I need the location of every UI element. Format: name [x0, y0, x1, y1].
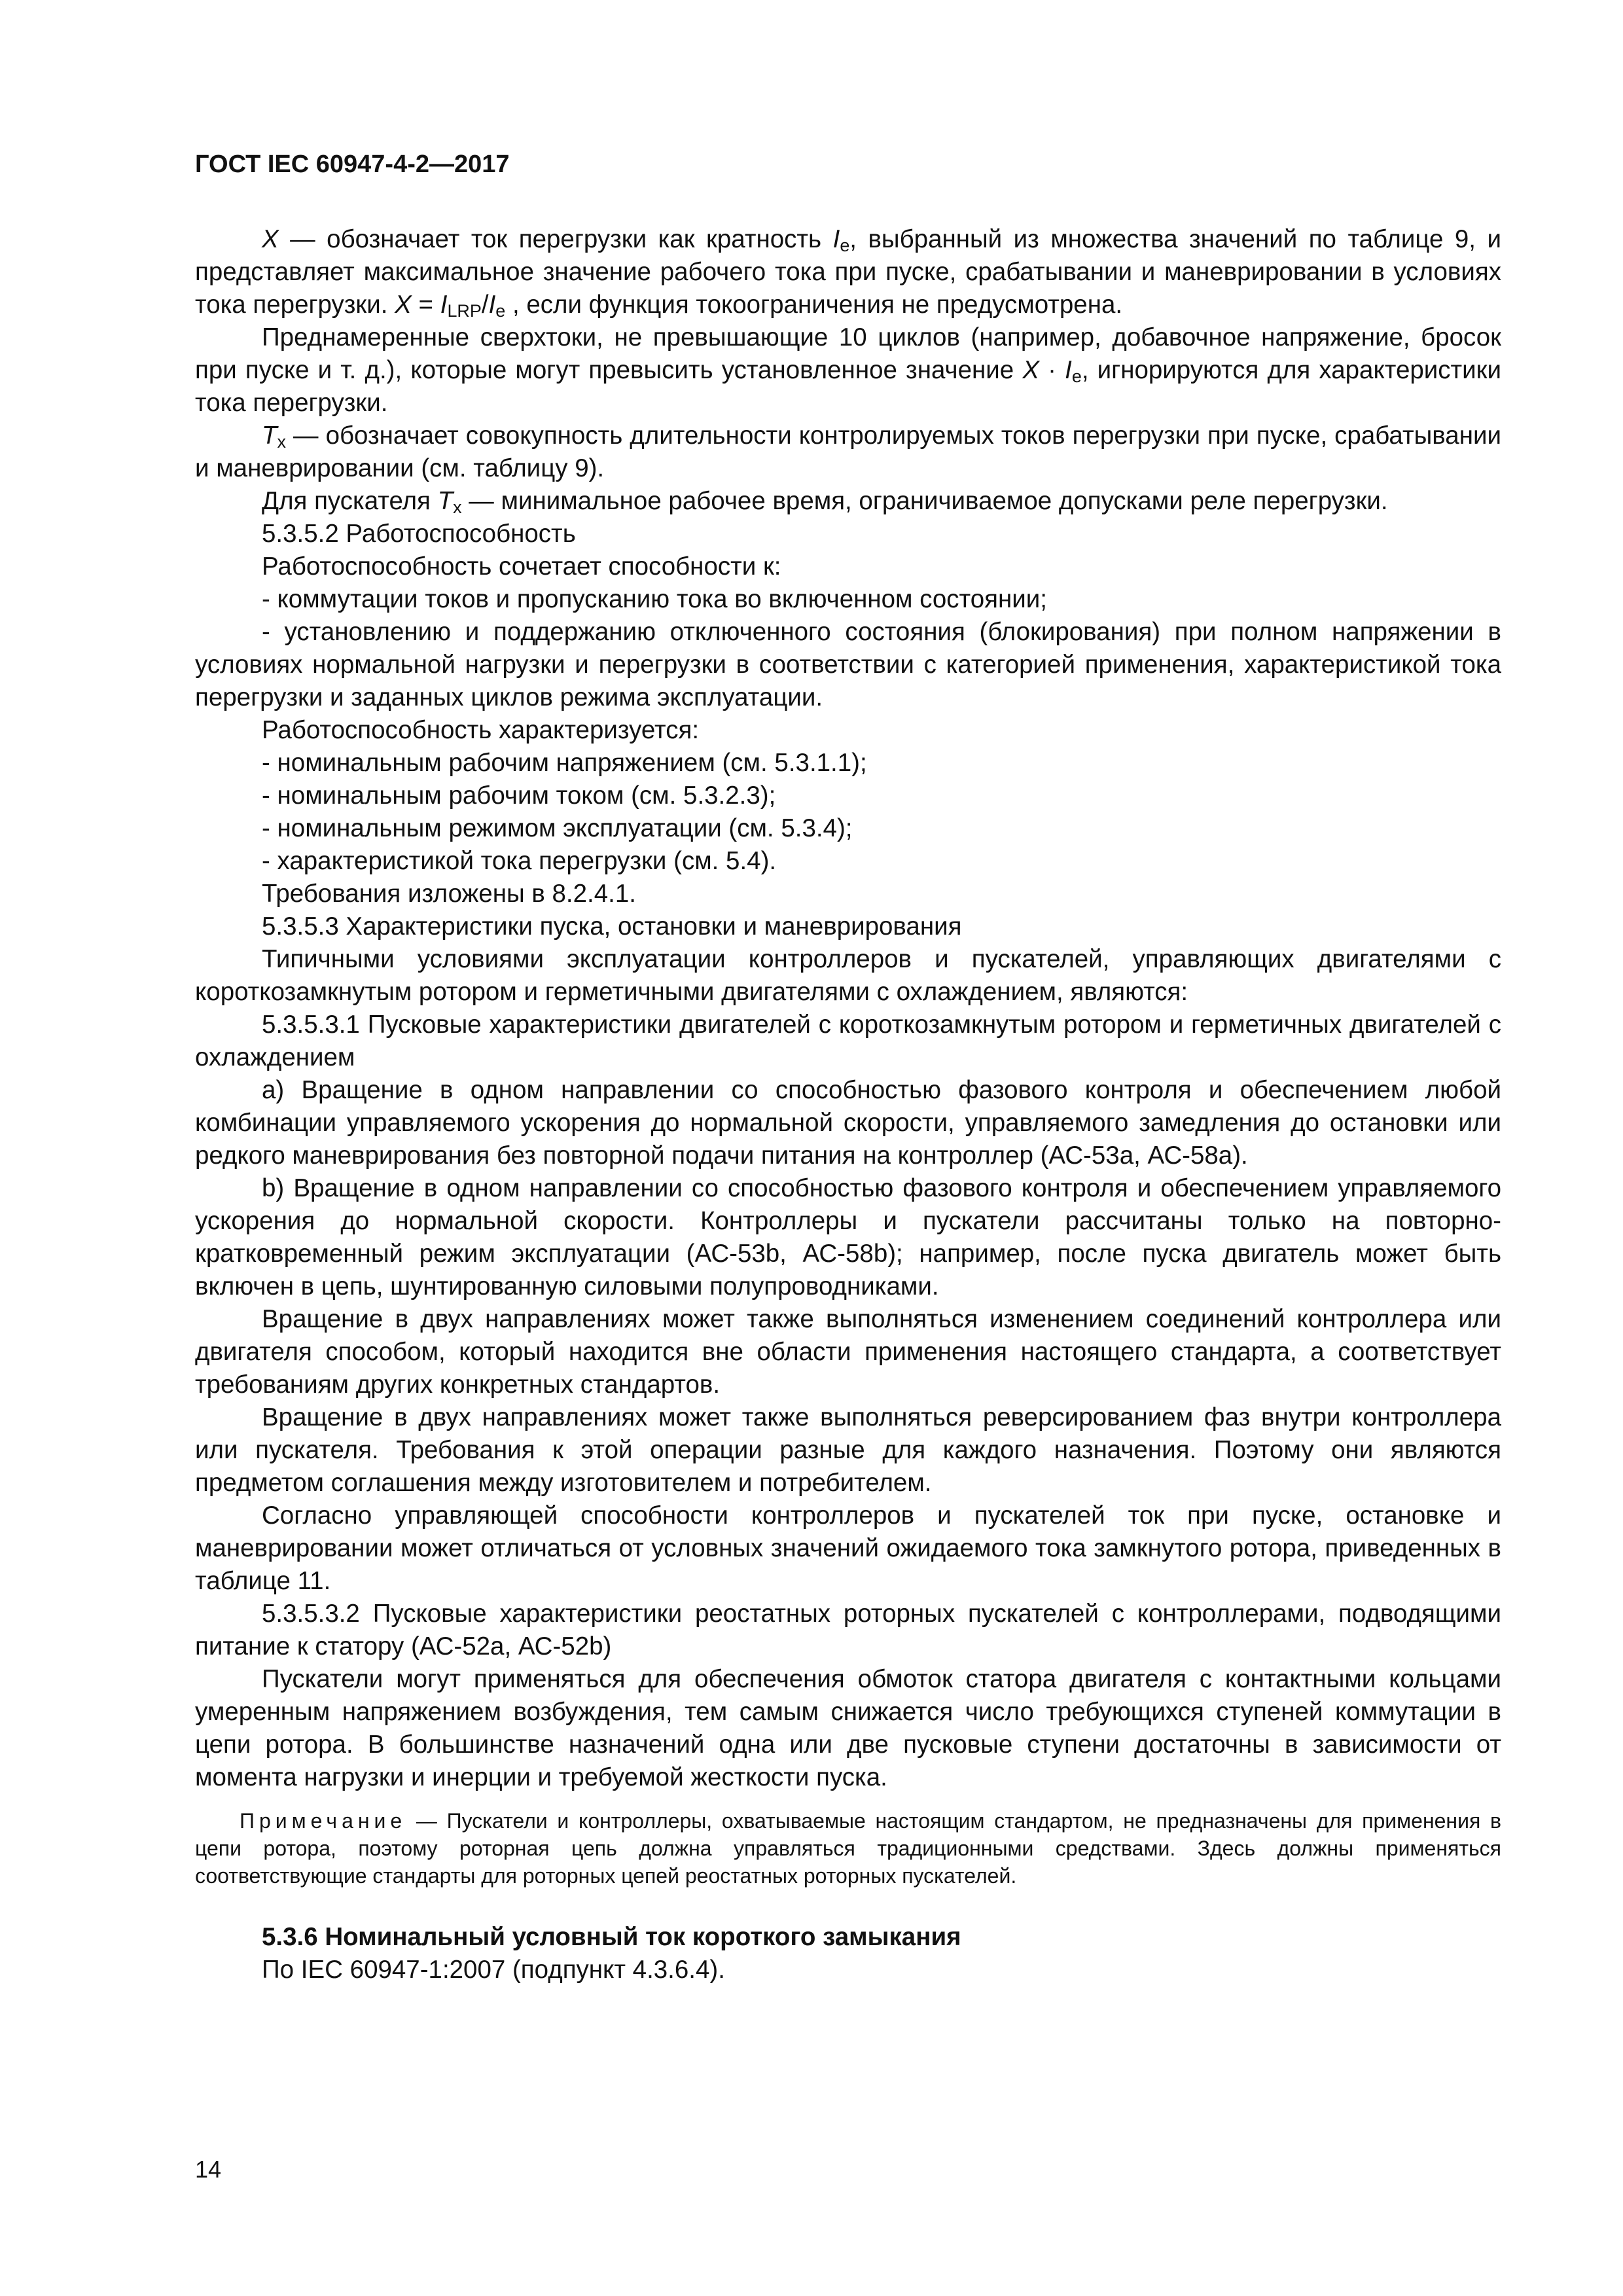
list-item: - номинальным рабочим напряжением (см. 5.3.1.1);	[262, 749, 867, 777]
text-span: =	[411, 291, 440, 319]
text-span: , если функция токоограничения не предусмотрена.	[505, 291, 1123, 319]
text-span: Для пускателя	[262, 487, 438, 515]
text-span: — минимальное рабочее время, ограничиваемое допусками реле перегрузки.	[461, 487, 1388, 515]
list-item: - характеристикой тока перегрузки (см. 5.4).	[262, 847, 777, 875]
list-item: - номинальным режимом эксплуатации (см. 5.3.4);	[262, 814, 853, 842]
subscript-e: e	[840, 235, 850, 255]
document-body	[195, 223, 1501, 1986]
text-span: Преднамеренные сверхтоки, не превышающие 10 циклов (например, добавочное напряжение, бросок при пуске и т. д.), которые могут превысить установленное значение	[195, 323, 1501, 384]
list-item: - коммутации токов и пропусканию тока во включенном состоянии;	[262, 585, 1047, 613]
section-title: 5.3.6 Номинальный условный ток короткого замыкания	[262, 1923, 961, 1951]
symbol-i: I	[832, 225, 840, 253]
list-item: - установлению и поддержанию отключенного состояния (блокирования) при полном напряжении в условиях нормальной нагрузки и перегрузки в соответствии с категорией применения, характеристикой тока перегрузки и заданных циклов режима эксплуатации.	[195, 618, 1501, 711]
paragraph-starter-tx	[195, 485, 1501, 518]
text-span: ·	[1039, 356, 1065, 384]
paragraph: Вращение в двух направлениях может также выполняться изменением соединений контроллера или двигателя способом, который находится вне области применения настоящего стандарта, а соответствует требованиям других конкретных стандартов.	[195, 1305, 1501, 1399]
paragraph: Пускатели могут применяться для обеспечения обмоток статора двигателя с контактными кольцами умеренным напряжением возбуждения, тем самым снижается число требующихся ступеней коммутации в цепи ротора. В большинстве назначений одна или две пусковые ступени достаточны в зависимости от момента нагрузки и инерции и требуемой жесткости пуска.	[195, 1665, 1501, 1791]
text-span: , выбранный из множества значений по таблице 9, и представляет максимальное значение рабочего тока при пуске, срабатывании и маневрировании в условиях тока перегрузки.	[195, 225, 1501, 319]
document-header: ГОСТ IEC 60947-4-2—2017	[195, 151, 510, 178]
note	[195, 1807, 1501, 1890]
paragraph-x-definition	[195, 223, 1501, 321]
subsection-heading: 5.3.5.3 Характеристики пуска, остановки и маневрирования	[262, 912, 962, 941]
symbol-i: I	[488, 291, 496, 319]
paragraph: Согласно управляющей способности контроллеров и пускателей ток при пуске, остановке и маневрировании может отличаться от условных значений ожидаемого тока замкнутого ротора, приведенных в таблице 11.	[195, 1501, 1501, 1595]
paragraph: Вращение в двух направлениях может также выполняться реверсированием фаз внутри контроллера или пускателя. Требования к этой операции разные для каждого назначения. Поэтому они являются предметом соглашения между изготовителем и потребителем.	[195, 1403, 1501, 1497]
symbol-t: T	[437, 487, 454, 515]
symbol-i: I	[440, 291, 448, 319]
subscript-lrp: LRP	[447, 300, 482, 321]
symbol-x: X	[395, 291, 412, 319]
symbol-x: X	[262, 225, 279, 253]
paragraph: a) Вращение в одном направлении со способностью фазового контроля и обеспечением любой комбинации управляемого ускорения до нормальной скорости, управляемого замедления до остановки или редкого маневрирования без повторной подачи питания на контроллер (АС-53а, АС-58а).	[195, 1076, 1501, 1170]
subsection-heading: 5.3.5.3.2 Пусковые характеристики реостатных роторных пускателей с контроллерами, подводящими питание к статору (АС-52а, АС-52b)	[195, 1600, 1501, 1660]
paragraph: Типичными условиями эксплуатации контроллеров и пускателей, управляющих двигателями с короткозамкнутым ротором и герметичными двигателями с охлаждением, являются:	[195, 945, 1501, 1006]
text-span: , игнорируются для характеристики тока перегрузки.	[195, 356, 1502, 417]
text-span: /	[481, 291, 489, 319]
text-span: — обозначает совокупность длительности контролируемых токов перегрузки при пуске, срабатывании и маневрировании (см. таблицу 9).	[195, 422, 1501, 482]
subsection-heading: 5.3.5.2 Работоспособность	[262, 520, 576, 548]
page-number: 14	[195, 2156, 222, 2183]
paragraph: b) Вращение в одном направлении со способностью фазового контроля и обеспечением управляемого ускорения до нормальной скорости. Контроллеры и пускатели рассчитаны только на повторно-кратковременный режим эксплуатации (АС-53b, АС-58b); например, после пуска двигатель может быть включен в цепь, шунтированную силовыми полупроводниками.	[195, 1174, 1501, 1300]
note-label: Примечание	[240, 1809, 407, 1833]
paragraph: Работоспособность сочетает способности к:	[262, 552, 781, 581]
subsection-heading: 5.3.5.3.1 Пусковые характеристики двигателей с короткозамкнутым ротором и герметичных двигателей с охлаждением	[195, 1011, 1501, 1071]
symbol-i: I	[1065, 356, 1072, 384]
paragraph-overcurrents	[195, 321, 1501, 420]
note-text: — Пускатели и контроллеры, охватываемые настоящим стандартом, не предназначены для применения в цепи ротора, поэтому роторная цепь должна управляться традиционными средствами. Здесь должны применяться соответствующие стандарты для роторных цепей реостатных роторных пускателей.	[195, 1809, 1501, 1888]
subscript-x: x	[277, 431, 286, 452]
subscript-x: x	[453, 497, 462, 517]
list-item: - номинальным рабочим током (см. 5.3.2.3);	[262, 781, 776, 810]
paragraph-tx-definition	[195, 420, 1501, 485]
symbol-t: T	[262, 422, 277, 450]
subscript-e: e	[495, 300, 506, 321]
text-span: — обозначает ток перегрузки как кратность	[278, 225, 833, 253]
symbol-x: X	[1022, 356, 1040, 384]
paragraph: По IEC 60947-1:2007 (подпункт 4.3.6.4).	[262, 1956, 725, 1984]
subscript-e: e	[1071, 366, 1082, 386]
paragraph: Требования изложены в 8.2.4.1.	[262, 880, 636, 908]
paragraph: Работоспособность характеризуется:	[262, 716, 700, 744]
